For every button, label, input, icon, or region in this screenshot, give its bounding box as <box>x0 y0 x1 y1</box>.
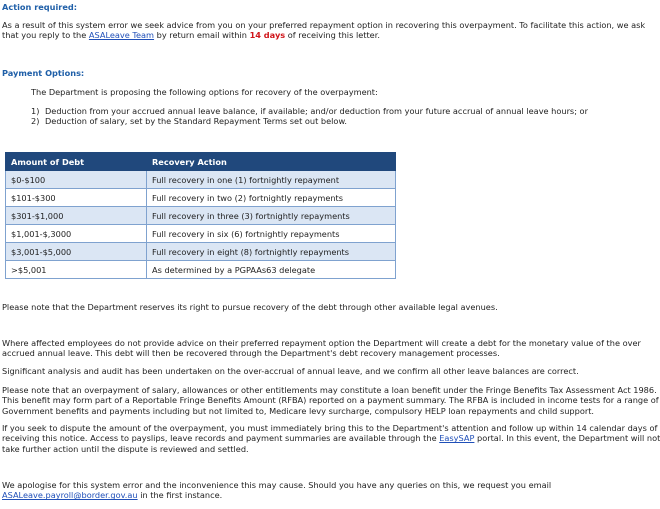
header-amount-of-debt: Amount of Debt <box>6 153 147 171</box>
table-row <box>6 225 396 243</box>
closing-paragraph <box>2 480 598 501</box>
option-2 <box>31 116 347 126</box>
option-2-text: Deduction of salary, set by the Standard Repayment Terms set out below. <box>45 116 347 126</box>
dispute-line-2 <box>2 433 660 444</box>
closing-line-2 <box>2 490 598 500</box>
table-row <box>6 189 396 207</box>
debt-line-2: accrued annual leave. This debt will then be recovered through the Department's debt recovery management processes. <box>2 348 500 359</box>
asaleave-payroll-email-link[interactable]: ASALeave.payroll@border.gov.au <box>2 490 138 501</box>
debt-amount-cell: $101-$300 <box>6 189 147 207</box>
action-line-2-pre: that you reply to the <box>2 30 89 41</box>
table-row <box>6 207 396 225</box>
dispute-line-3: take further action until the dispute is reviewed and settled. <box>2 443 249 454</box>
dispute-line-1: If you seek to dispute the amount of the overpayment, you must immediately bring this to the Department's attention and follow up within 14 calendar days of <box>2 423 658 433</box>
table-row <box>6 171 396 189</box>
table-header-row <box>6 153 396 171</box>
closing-line-2-post: in the first instance. <box>137 490 223 501</box>
recovery-action-cell: Full recovery in six (6) fortnightly repayments <box>147 225 396 243</box>
debt-creation-paragraph <box>2 338 641 359</box>
closing-line-1: We apologise for this system error and the inconvenience this may cause. Should you have any queries on this, we request you email <box>2 480 552 490</box>
debt-amount-cell: $3,001-$5,000 <box>6 243 147 261</box>
dispute-line-2-pre: receiving this notice. Access to payslips, leave records and payment summaries are available through the <box>2 433 440 444</box>
action-line-2-post: of receiving this letter. <box>285 30 380 41</box>
header-recovery-action: Recovery Action <box>147 153 396 171</box>
fbt-line-1: Please note that an overpayment of salary, allowances or other entitlements may constitute a loan benefit under the Fringe Benefits Tax Assessment Act 1986. <box>2 385 657 395</box>
recovery-action-cell: Full recovery in three (3) fortnightly repayments <box>147 207 396 225</box>
option-1-text: Deduction from your accrued annual leave balance, if available; and/or deduction from your future accrual of annual leave hours; or <box>45 106 588 116</box>
table-row <box>6 243 396 261</box>
reserve-rights-note: Please note that the Department reserves its right to pursue recovery of the debt through other available legal avenues. <box>2 302 498 312</box>
dispute-paragraph <box>2 423 660 454</box>
debt-line-1: Where affected employees do not provide advice on their preferred repayment option the Department will create a debt for the monetary value of the over <box>2 338 641 348</box>
asaleave-team-link[interactable]: ASALeave Team <box>88 30 155 41</box>
payment-options-heading: Payment Options: <box>2 68 85 78</box>
recovery-action-cell: As determined by a PGPAAs63 delegate <box>147 261 396 279</box>
action-line-1: As a result of this system error we seek advice from you on your preferred repayment option in recovering this overpayment. To facilitate this action, we ask <box>2 20 646 30</box>
recovery-action-cell: Full recovery in one (1) fortnightly repayment <box>147 171 396 189</box>
fbt-paragraph <box>2 385 659 416</box>
debt-amount-cell: $301-$1,000 <box>6 207 147 225</box>
recovery-action-cell: Full recovery in two (2) fortnightly repayments <box>147 189 396 207</box>
action-required-heading: Action required: <box>2 2 78 12</box>
reply-deadline: 14 days <box>249 30 286 41</box>
analysis-paragraph: Significant analysis and audit has been undertaken on the over-accrual of annual leave, and we confirm all other leave balances are correct. <box>2 366 579 376</box>
repayment-terms-table <box>5 152 396 279</box>
action-line-2-mid: by return email within <box>154 30 250 41</box>
action-line-2 <box>2 30 598 40</box>
recovery-action-cell: Full recovery in eight (8) fortnightly repayments <box>147 243 396 261</box>
payment-options-intro: The Department is proposing the following options for recovery of the overpayment: <box>31 87 378 97</box>
option-1 <box>31 106 588 116</box>
dispute-line-2-post: portal. In this event, the Department will not <box>474 433 660 444</box>
debt-amount-cell: $1,001-$,3000 <box>6 225 147 243</box>
fbt-line-3: Government benefits and payments including but not limited to, Medicare levy surcharge, compulsory HELP loan repayments and child support. <box>2 405 595 416</box>
easysap-portal-link[interactable]: EasySAP <box>439 433 475 444</box>
debt-amount-cell: >$5,001 <box>6 261 147 279</box>
fbt-line-2: This benefit may form part of a Reportable Fringe Benefits Amount (RFBA) reported on a payment summary. The RFBA is included in income tests for a range of <box>2 395 659 406</box>
action-paragraph <box>2 20 646 41</box>
option-2-number: 2) <box>31 116 40 126</box>
table-row <box>6 261 396 279</box>
option-1-number: 1) <box>31 106 40 116</box>
debt-amount-cell: $0-$100 <box>6 171 147 189</box>
